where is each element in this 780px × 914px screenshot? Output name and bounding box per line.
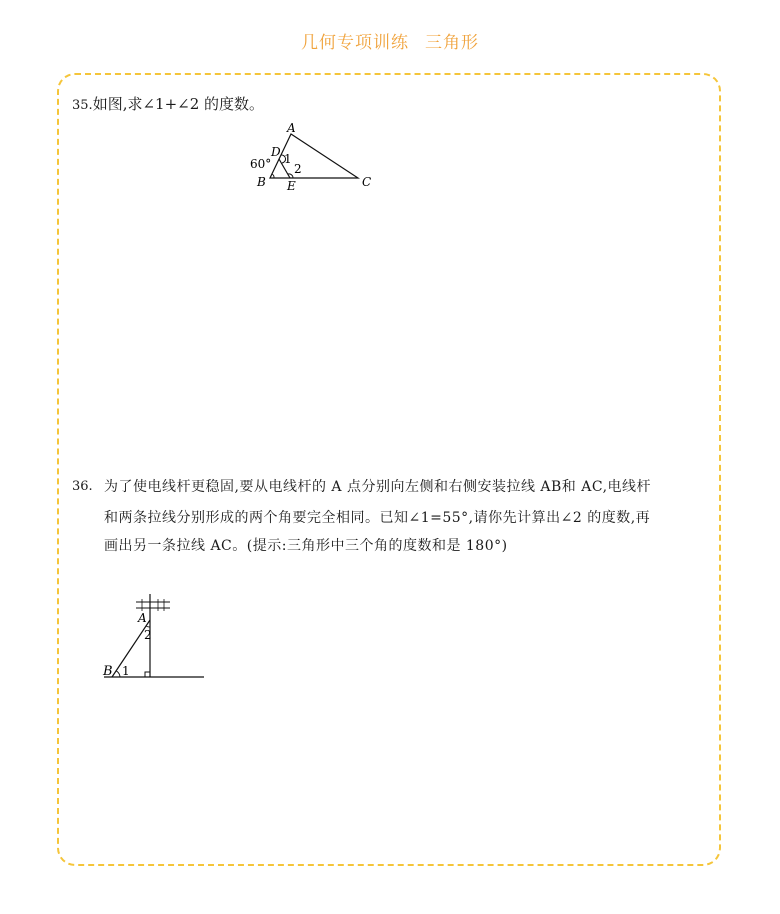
question-35-number: 35. <box>72 98 93 113</box>
pole-figure-36 <box>100 592 210 684</box>
angle-2-label: 2 <box>144 628 152 642</box>
question-36-text-line-1: 为了使电线杆更稳固,要从电线杆的 A 点分别向左侧和右侧安装拉线 AB和 AC,电线杆 <box>104 479 652 495</box>
label-a: A <box>287 121 296 135</box>
angle-1-label: 1 <box>284 152 292 166</box>
header-topic: 三角形 <box>425 33 479 53</box>
angle-60-label: 60° <box>250 157 272 171</box>
angle-2-arc <box>146 626 150 627</box>
question-36-number: 36. <box>72 479 93 494</box>
label-e: E <box>287 179 296 193</box>
question-35-text: 如图,求∠1+∠2 的度数。 <box>92 95 265 113</box>
page-header <box>0 28 780 53</box>
label-b: B <box>103 664 113 679</box>
label-c: C <box>362 175 372 189</box>
angle-1-label: 1 <box>122 664 130 678</box>
question-36-text-line-3: 画出另一条拉线 AC。(提示:三角形中三个角的度数和是 180°) <box>104 538 508 554</box>
answer-frame <box>57 73 721 866</box>
question-35 <box>72 93 264 114</box>
angle-2-label: 2 <box>294 162 302 176</box>
right-angle-mark <box>145 672 150 677</box>
label-d: D <box>271 145 281 159</box>
triangle-figure-35 <box>245 122 385 194</box>
question-36-text-line-2: 和两条拉线分别形成的两个角要完全相同。已知∠1=55°,请你先计算出∠2 的度数,再 <box>104 510 651 526</box>
label-b: B <box>257 175 266 189</box>
angle-1-arc <box>117 671 121 677</box>
label-a: A <box>138 611 147 625</box>
angle-b-arc <box>272 174 274 178</box>
header-chapter: 几何专项训练 <box>301 33 409 53</box>
